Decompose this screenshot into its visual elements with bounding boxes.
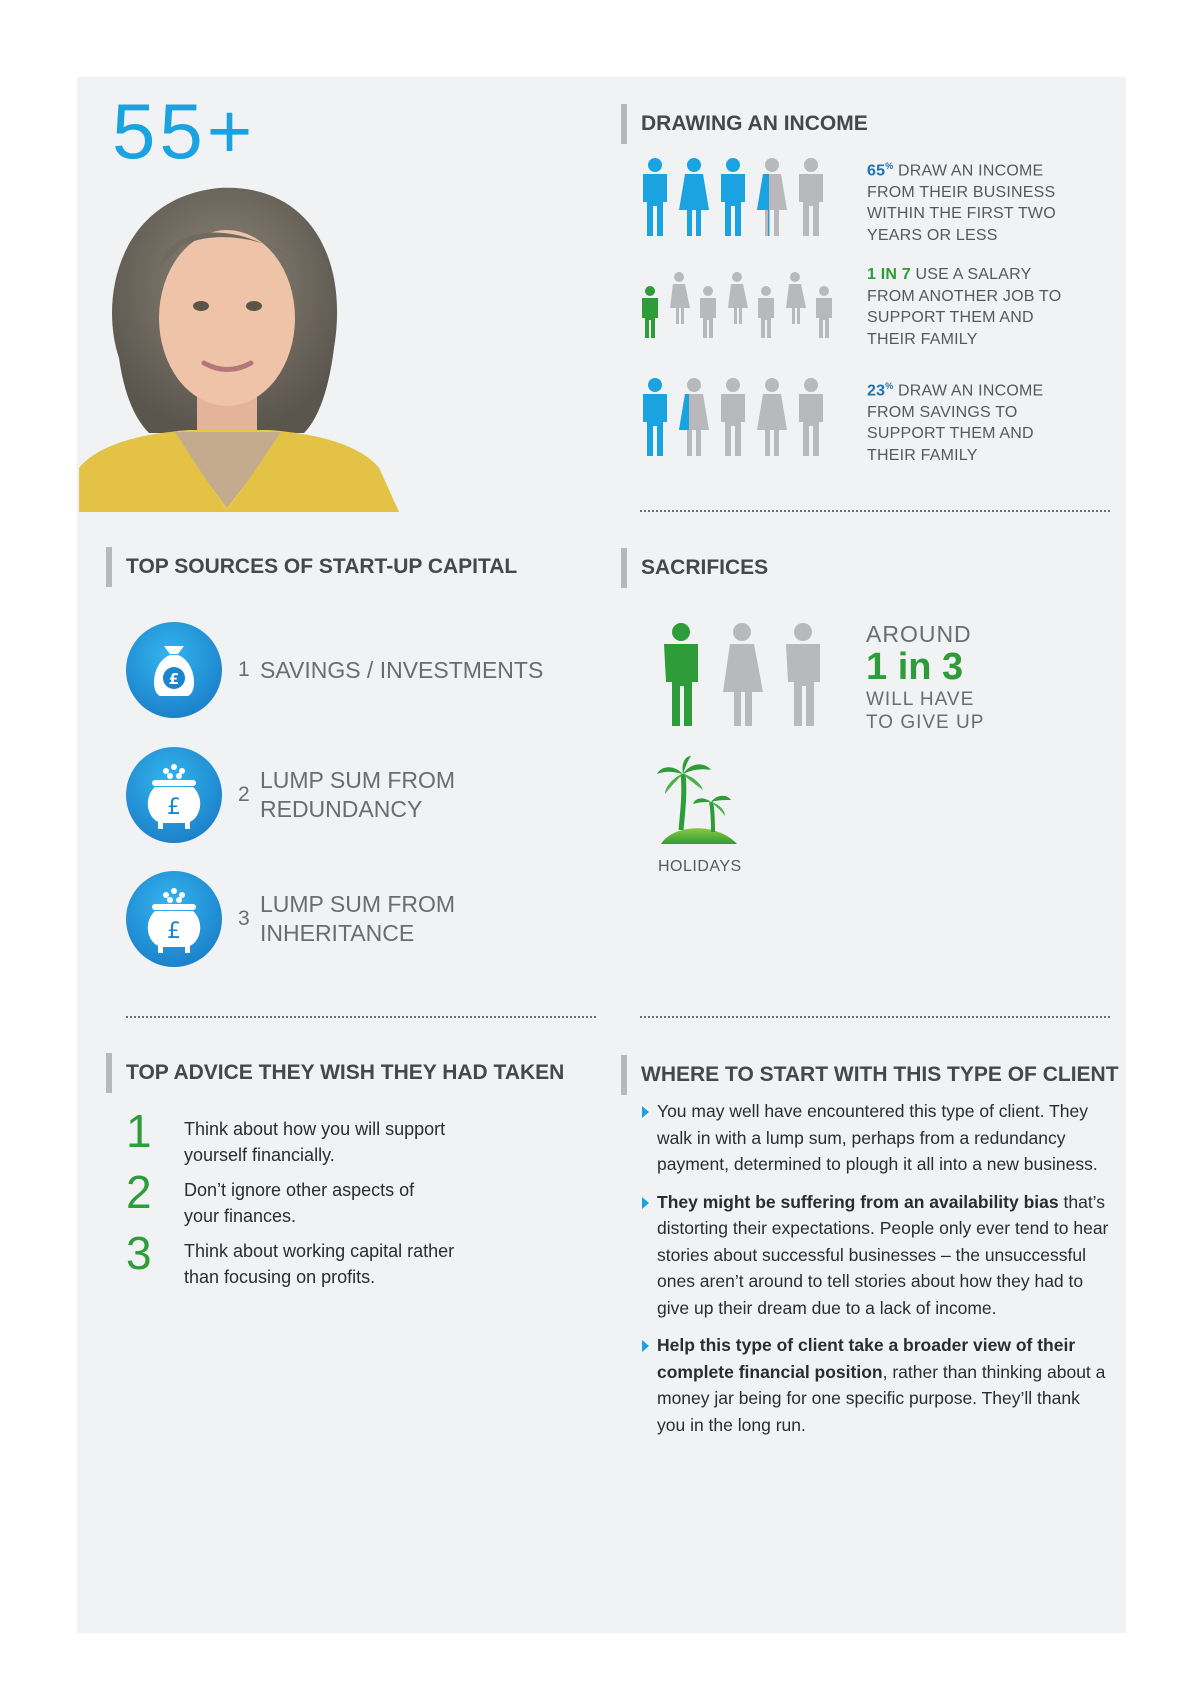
advice-number: 1 xyxy=(126,1105,152,1157)
source-number: 2 xyxy=(238,783,250,806)
capital-source-1 xyxy=(126,622,543,718)
stat-highlight: 65 xyxy=(867,162,886,180)
source-label: LUMP SUM FROM REDUNDANCY xyxy=(260,767,456,822)
advice-item-3 xyxy=(126,1227,494,1290)
svg-text:£: £ xyxy=(167,919,181,944)
svg-text:£: £ xyxy=(168,670,180,688)
stat-1-in-7: 1 IN 7 USE A SALARY FROM ANOTHER JOB TO SUPPORT THEM AND THEIR FAMILY xyxy=(867,266,1062,348)
sacrifice-stat: AROUND 1 in 3 WILL HAVE TO GIVE UP xyxy=(866,621,985,733)
triangle-bullet-icon xyxy=(642,1106,649,1118)
drawing-income-header xyxy=(621,104,868,144)
people-row-65 xyxy=(640,158,840,240)
divider xyxy=(640,1016,1110,1018)
holidays-label: HOLIDAYS xyxy=(658,858,742,875)
person-icon xyxy=(643,378,667,456)
person-female-icon xyxy=(757,378,787,456)
person-icon xyxy=(700,286,716,338)
stat-highlight: 23 xyxy=(867,382,886,400)
where-to-start-header xyxy=(621,1055,1119,1095)
person-icon xyxy=(643,158,667,236)
drawing-income-title: DRAWING AN INCOME xyxy=(641,112,868,135)
bullet-item: They might be suffering from an availability bias that’s distorting their expectations. People only ever tend to hear stories about successful businesses – the unsuccessful ones aren’t around to tell stories about how they had to give up their dream due to a lack of income. xyxy=(640,1189,1110,1322)
advice-text: Don’t ignore other aspects of your finances. xyxy=(184,1180,415,1226)
sacrifices-title: SACRIFICES xyxy=(641,556,769,579)
person-female-icon xyxy=(728,272,748,324)
stat-highlight: 1 IN 7 xyxy=(867,266,911,283)
people-row-23 xyxy=(640,378,840,460)
person-female-quarter-icon xyxy=(679,378,709,456)
bullet-item: You may well have encountered this type of client. They walk in with a lump sum, perhaps from a redundancy payment, determined to plough it all into a new business. xyxy=(640,1098,1110,1178)
sacrifices-header xyxy=(621,548,768,588)
advice-header xyxy=(106,1053,564,1093)
person-female-icon xyxy=(786,272,806,324)
source-number: 3 xyxy=(238,907,250,930)
capital-source-3 xyxy=(126,871,455,967)
capital-source-2 xyxy=(126,747,455,843)
palm-island-icon xyxy=(655,756,741,844)
advice-title: TOP ADVICE THEY WISH THEY HAD TAKEN xyxy=(126,1061,565,1084)
advice-number: 2 xyxy=(126,1166,152,1218)
triangle-bullet-icon xyxy=(642,1197,649,1209)
people-row-1-in-3 xyxy=(660,622,840,726)
people-row-1-in-7 xyxy=(640,272,845,338)
money-bag-icon xyxy=(126,622,222,718)
person-icon xyxy=(758,286,774,338)
where-to-start-title: WHERE TO START WITH THIS TYPE OF CLIENT xyxy=(641,1063,1119,1086)
person-icon xyxy=(799,378,823,456)
person-icon xyxy=(642,286,658,338)
capital-title: TOP SOURCES OF START-UP CAPITAL xyxy=(126,555,518,578)
advice-text: Think about how you will support yourself financially. xyxy=(184,1119,446,1165)
bullet-item: Help this type of client take a broader view of their complete financial position, rather than thinking about a money jar being for one specific purpose. They’ll thank you in the long run. xyxy=(640,1332,1110,1438)
age-heading: 55+ xyxy=(112,87,257,175)
person-icon xyxy=(721,158,745,236)
advice-text: Think about working capital rather than focusing on profits. xyxy=(184,1241,455,1287)
advice-item-1 xyxy=(126,1105,504,1168)
where-to-start-list xyxy=(640,1098,1110,1449)
svg-text:£: £ xyxy=(167,795,181,820)
person-icon xyxy=(786,623,820,726)
advice-item-2 xyxy=(126,1166,444,1229)
person-female-icon xyxy=(679,158,709,236)
person-icon xyxy=(721,378,745,456)
source-label: LUMP SUM FROM INHERITANCE xyxy=(260,891,456,946)
divider xyxy=(640,510,1110,512)
person-female-icon xyxy=(723,623,763,726)
source-label: SAVINGS / INVESTMENTS xyxy=(260,656,544,683)
person-icon xyxy=(799,158,823,236)
person-female-half-icon xyxy=(757,158,787,236)
triangle-bullet-icon xyxy=(642,1340,649,1352)
portrait-image xyxy=(79,168,399,512)
divider xyxy=(126,1016,596,1018)
stat-65-percent: 65% DRAW AN INCOME FROM THEIR BUSINESS WITHIN THE FIRST TWO YEARS OR LESS xyxy=(867,161,1056,244)
sacrifice-ratio: 1 in 3 xyxy=(866,646,964,688)
advice-number: 3 xyxy=(126,1227,152,1279)
money-pot-icon xyxy=(126,747,222,843)
person-female-icon xyxy=(670,272,690,324)
capital-header xyxy=(106,547,517,587)
stat-23-percent: 23% DRAW AN INCOME FROM SAVINGS TO SUPPORT THEM AND THEIR FAMILY xyxy=(867,381,1044,464)
money-pot-icon xyxy=(126,871,222,967)
person-icon xyxy=(664,623,698,726)
source-number: 1 xyxy=(238,658,250,681)
person-icon xyxy=(816,286,832,338)
